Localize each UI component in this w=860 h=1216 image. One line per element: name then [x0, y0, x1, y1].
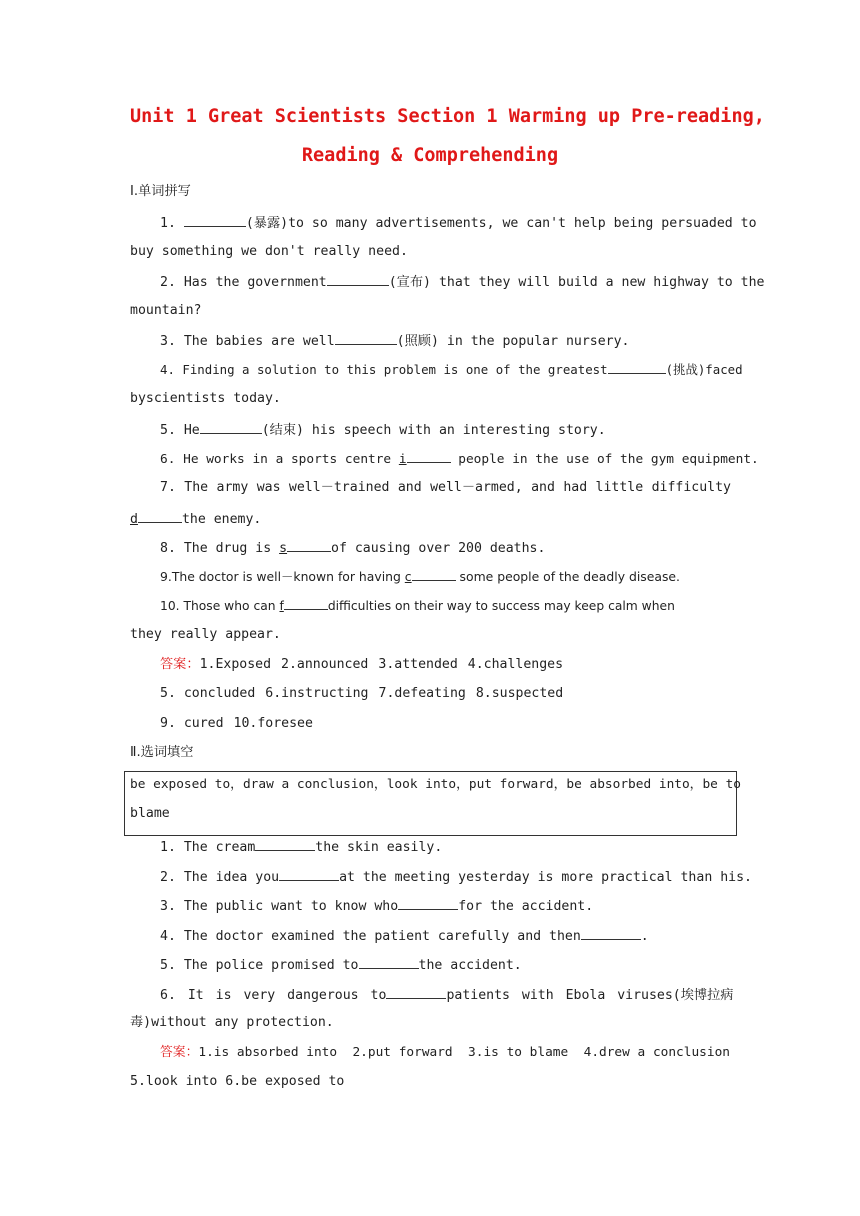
word-bank-line-2: blame: [130, 806, 170, 821]
question-text: the enemy.: [181, 512, 262, 527]
chinese-hint: (挑战): [665, 362, 706, 377]
question-4-continuation: byscientists today.: [130, 391, 281, 406]
question-text: .: [640, 929, 649, 944]
question-text: 9.The doctor is well－known for having: [160, 569, 405, 584]
question-text: 8. The drug is: [160, 541, 280, 556]
answer: 9. cured: [160, 716, 224, 731]
question-6: [160, 447, 759, 469]
question-text: 4. Finding a solution to this problem is one of the greatest: [160, 362, 608, 377]
question-text: at the meeting yesterday is more practical than his.: [339, 870, 752, 885]
question-number: 1.: [160, 216, 176, 231]
question-2: [160, 270, 765, 292]
question-text: people in the use of the gym equipment.: [450, 452, 759, 467]
section-2-answers-row-2: 5.look into 6.be exposed to: [130, 1074, 345, 1089]
answer-blank[interactable]: [287, 536, 331, 552]
answer-label: 答案：: [160, 1045, 199, 1060]
answers-text: 1.is absorbed into 2.put forward 3.is to blame 4.drew a conclusion: [198, 1045, 730, 1060]
question-7-continuation: [130, 507, 731, 529]
answer: 4.challenges: [467, 657, 564, 672]
section-1-answers-row-1: [160, 654, 731, 676]
question-text: to so many advertisements, we can't help being persuaded to: [288, 216, 757, 231]
answer: 1.Exposed: [199, 657, 272, 672]
question-text: 6. It is very dangerous to: [160, 988, 387, 1003]
answer-blank[interactable]: [407, 447, 451, 463]
answer-blank[interactable]: [255, 835, 315, 851]
fill-question-2: [160, 865, 752, 887]
question-10: [160, 594, 731, 616]
section-1-heading: Ⅰ.单词拼写: [130, 184, 191, 199]
answer-blank[interactable]: [327, 270, 389, 286]
question-1-continuation: buy something we don't really need.: [130, 244, 408, 259]
fill-question-6-continuation: 毒)without any protection.: [130, 1015, 334, 1030]
chinese-hint: (照顾): [396, 334, 439, 349]
document-title-line-1: Unit 1 Great Scientists Section 1 Warming up Pre-reading,: [130, 106, 765, 127]
question-5: [160, 418, 731, 440]
question-text: difficulties on their way to success may keep calm when: [327, 599, 675, 613]
question-text: that they will build a new highway to the: [431, 275, 765, 290]
question-1: [160, 211, 757, 233]
fill-question-6: [160, 983, 734, 1005]
question-10-continuation: they really appear.: [130, 627, 281, 642]
answer-blank[interactable]: [398, 894, 458, 910]
answer-blank[interactable]: [359, 953, 419, 969]
answer-blank[interactable]: [279, 865, 339, 881]
chinese-hint: (宣布): [388, 275, 431, 290]
word-bank-line-1: be exposed to，draw a conclusion，look into，put forward，be absorbed into，be to: [130, 777, 741, 792]
answer: 10.foresee: [233, 716, 313, 731]
question-4: [160, 358, 743, 380]
first-letter-hint: c: [404, 569, 412, 584]
answer: 2.announced: [281, 657, 369, 672]
first-letter-hint: f: [279, 599, 284, 613]
answer-label: 答案：: [160, 657, 200, 672]
section-1-answers-row-3: [160, 713, 731, 735]
section-1-answers-row-2: [160, 683, 731, 705]
question-8: [160, 536, 731, 558]
answer-blank[interactable]: [184, 211, 246, 227]
question-text: 3. The babies are well: [160, 334, 335, 349]
section-2-answers-row-1: [160, 1042, 731, 1064]
answer: 6.instructing: [265, 686, 369, 701]
question-text: the skin easily.: [315, 840, 443, 855]
answer: 5. concluded: [160, 686, 256, 701]
fill-question-4: [160, 924, 731, 946]
answer-blank[interactable]: [138, 507, 182, 523]
question-text: some people of the deadly disease.: [455, 569, 680, 584]
answer-blank[interactable]: [608, 358, 666, 374]
answer-blank[interactable]: [284, 594, 328, 610]
question-text: 2. The idea you: [160, 870, 280, 885]
question-9: [160, 565, 731, 587]
question-text: of causing over 200 deaths.: [331, 541, 546, 556]
section-2-heading: Ⅱ.选词填空: [130, 745, 194, 760]
question-3: [160, 329, 731, 351]
question-text: 2. Has the government: [160, 275, 327, 290]
fill-question-3: [160, 894, 731, 916]
question-2-continuation: mountain?: [130, 303, 202, 318]
first-letter-hint: i: [398, 452, 407, 467]
question-7: 7. The army was well－trained and well－armed, and had little difficulty: [160, 480, 731, 495]
chinese-hint: (结束): [261, 423, 304, 438]
answer-blank[interactable]: [200, 418, 262, 434]
question-text: 5. He: [160, 423, 200, 438]
answer: 8.suspected: [475, 686, 564, 701]
fill-question-5: [160, 953, 731, 975]
question-text: faced: [705, 362, 743, 377]
answer-blank[interactable]: [412, 565, 456, 581]
chinese-hint: (暴露): [245, 216, 289, 231]
question-text: 10. Those who can: [160, 599, 280, 613]
question-text: 6. He works in a sports centre: [160, 452, 399, 467]
question-text: for the accident.: [458, 899, 594, 914]
question-text: in the popular nursery.: [438, 334, 630, 349]
question-text: patients with Ebola viruses(埃博拉病: [446, 988, 734, 1003]
answer: 3.attended: [378, 657, 458, 672]
answer-blank[interactable]: [581, 924, 641, 940]
answer-blank[interactable]: [335, 329, 397, 345]
document-title-line-2: Reading & Comprehending: [301, 145, 559, 166]
first-letter-hint: d: [130, 512, 138, 527]
first-letter-hint: s: [279, 541, 288, 556]
question-text: his speech with an interesting story.: [303, 423, 606, 438]
answer: 7.defeating: [378, 686, 466, 701]
question-text: 1. The cream: [160, 840, 256, 855]
fill-question-1: [160, 835, 731, 857]
question-text: 4. The doctor examined the patient carefully and then: [160, 929, 581, 944]
answer-blank[interactable]: [386, 983, 446, 999]
question-text: the accident.: [418, 958, 522, 973]
question-text: 3. The public want to know who: [160, 899, 399, 914]
question-text: 5. The police promised to: [160, 958, 359, 973]
